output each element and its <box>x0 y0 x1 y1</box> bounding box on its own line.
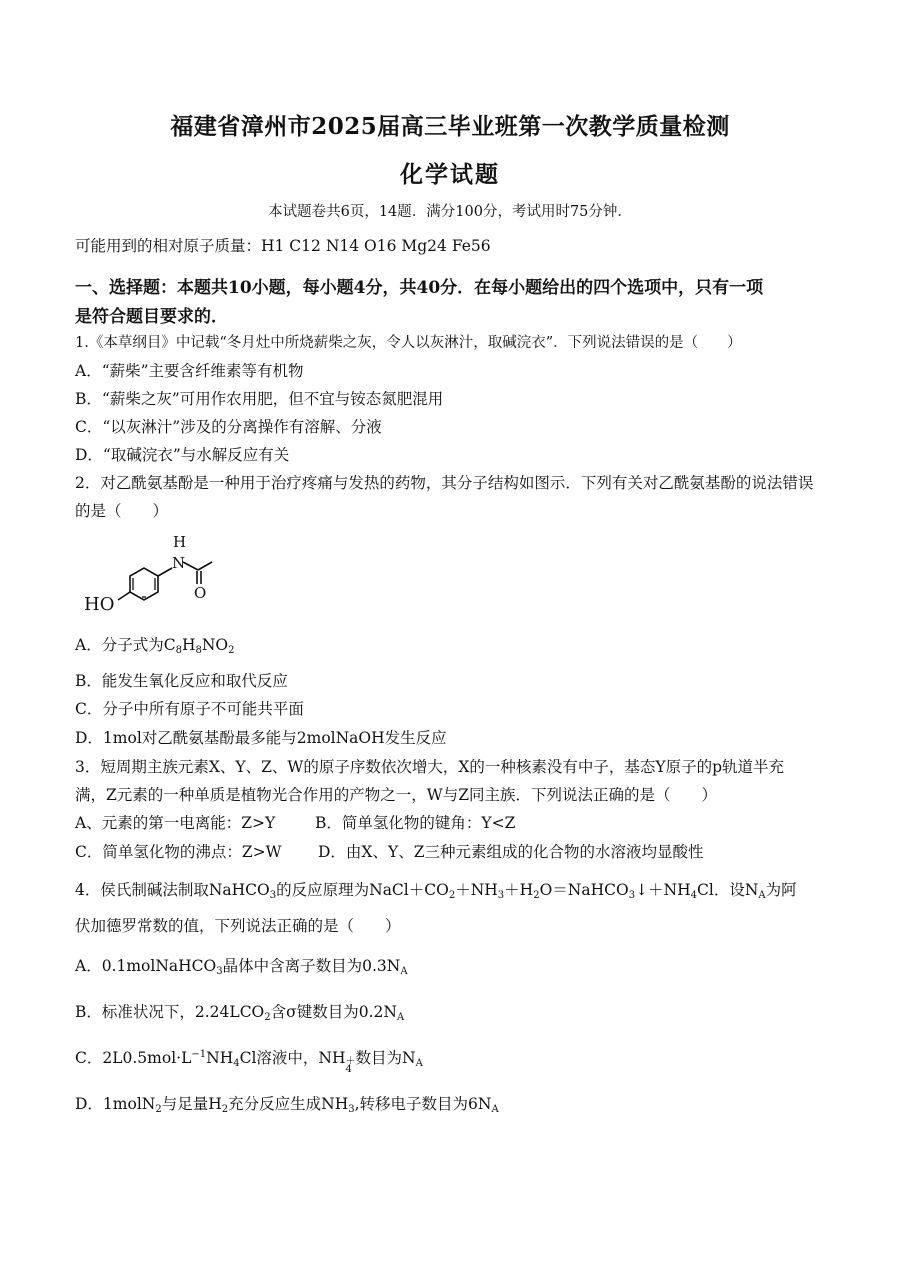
q4-option-a: A．0.1molNaHCO$_3$晶体中含离子数目为$0.3N_A$ <box>75 957 408 977</box>
mol-h-label: H <box>173 533 187 551</box>
q4-stem-line1: 4．侯氏制碱法制取NaHCO$_3$的反应原理为$NaCl+CO_2+NH_3+H_2O=NaHCO_3↓+NH_4Cl$．设$N_A$为阿 <box>75 881 797 901</box>
q1-stem: 1.《本草纲目》中记载“冬月灶中所烧薪柴之灰，令人以灰淋汁，取碱浣衣”．下列说法错误的是（ ） <box>75 335 742 351</box>
q2-option-a: A．分子式为$C_8H_8NO_2$ <box>75 636 235 656</box>
q2-stem-line2: 的是（ ） <box>75 502 169 520</box>
q4-option-b: B．标准状况下，$2.24LCO_2$含σ键数目为$0.2N_A$ <box>75 1003 405 1023</box>
mol-ho-label: HO <box>84 594 115 615</box>
section-heading-line1: 一、选择题：本题共10小题，每小题4分，共40分．在每小题给出的四个选项中，只有一项 <box>75 278 764 298</box>
q3-stem-line2: 满，Z元素的一种单质是植物光合作用的产物之一，W与Z同主族．下列说法正确的是（ ） <box>75 786 717 804</box>
q4-option-d: D．1molN$_2$与足量$H_2$充分反应生成$NH_3$,转移电子数目为$6N_A$ <box>75 1095 499 1115</box>
q3-option-a: A、元素的第一电离能：Z>Y <box>75 814 276 832</box>
q3-option-c: C．简单氢化物的沸点：Z>W <box>75 843 282 861</box>
q2-option-d: D．1mol对乙酰氨基酚最多能与2molNaOH发生反应 <box>75 729 447 747</box>
mol-o-label: O <box>194 584 207 602</box>
q1-option-c: C．“以灰淋汁”涉及的分离操作有溶解、分液 <box>75 418 382 436</box>
section-heading-line2: 是符合题目要求的． <box>75 307 228 327</box>
exam-note: 本试题卷共6页，14题．满分100分，考试用时75分钟． <box>268 204 632 220</box>
q1-option-d: D．“取碱浣衣”与水解反应有关 <box>75 446 290 464</box>
q3-stem-line1: 3．短周期主族元素X、Y、Z、W的原子序数依次增大，X的一种核素没有中子，基态Y原子的p轨道半充 <box>75 758 785 776</box>
q4-option-c: C．$2L0.5mol\cdot L^{-1}NH_4Cl$溶液中，NH ＋ 4 数目为$N_A$ <box>75 1049 423 1075</box>
atomic-masses: 可能用到的相对原子质量：H1 C12 N14 O16 Mg24 Fe56 <box>75 237 491 255</box>
q3-option-d: D．由X、Y、Z三种元素组成的化合物的水溶液均显酸性 <box>318 843 704 861</box>
exam-subtitle: 化学试题 <box>400 161 500 188</box>
q2-option-c: C．分子中所有原子不可能共平面 <box>75 700 304 718</box>
q2-stem-line1: 2．对乙酰氨基酚是一种用于治疗疼痛与发热的药物，其分子结构如图示．下列有关对乙酰氨基酚的说法错误 <box>75 474 814 492</box>
q1-option-a: A．“薪柴”主要含纤维素等有机物 <box>75 362 304 380</box>
mol-n-label: N <box>172 554 186 572</box>
q4-stem-line2: 伏加德罗常数的值，下列说法正确的是（ ） <box>75 917 401 935</box>
paracetamol-structure <box>80 530 240 620</box>
exam-title: 福建省漳州市2025届高三毕业班第一次教学质量检测 <box>170 113 730 140</box>
q1-option-b: B．“薪柴之灰”可用作农用肥，但不宜与铵态氮肥混用 <box>75 390 444 408</box>
q3-option-b: B．简单氢化物的键角：Y<Z <box>315 814 516 832</box>
q2-option-b: B．能发生氧化反应和取代反应 <box>75 672 288 690</box>
